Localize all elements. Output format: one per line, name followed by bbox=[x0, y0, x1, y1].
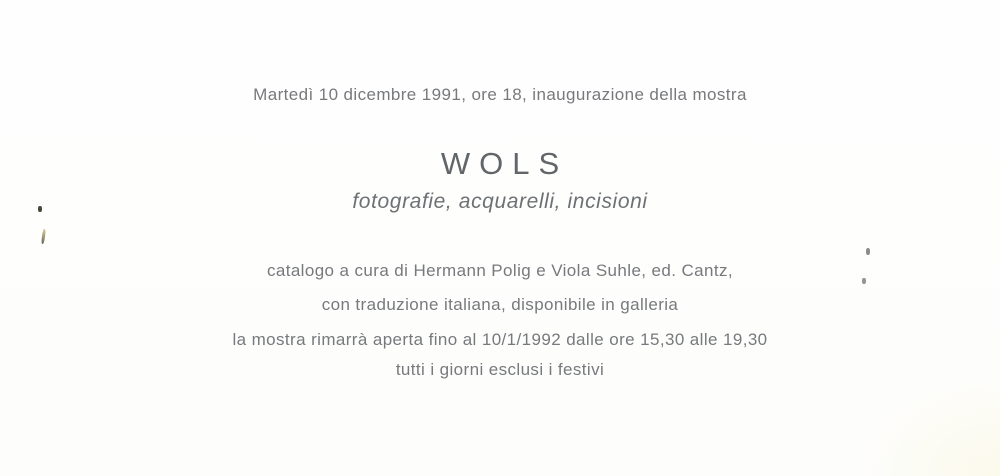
exhibition-days-line: tutti i giorni esclusi i festivi bbox=[395, 360, 605, 379]
catalog-credit-line: catalogo a cura di Hermann Polig e Viola Suhle, ed. Cantz, bbox=[266, 261, 734, 280]
exhibition-subtitle: fotografie, acquarelli, incisioni bbox=[352, 190, 648, 213]
exhibition-dates-hours-line: la mostra rimarrà aperta fino al 10/1/1992 dalle ore 15,30 alle 19,30 bbox=[232, 330, 768, 349]
exhibition-title: WOLS bbox=[440, 146, 569, 181]
catalog-translation-line: con traduzione italiana, disponibile in galleria bbox=[321, 295, 679, 314]
scan-speck-right-top bbox=[866, 248, 870, 255]
scan-speck-left-top bbox=[38, 206, 42, 212]
opening-date-line: Martedì 10 dicembre 1991, ore 18, inaugurazione della mostra bbox=[253, 85, 747, 104]
scan-speck-right-bottom bbox=[862, 278, 866, 284]
scan-speck-left-streak bbox=[41, 229, 46, 244]
